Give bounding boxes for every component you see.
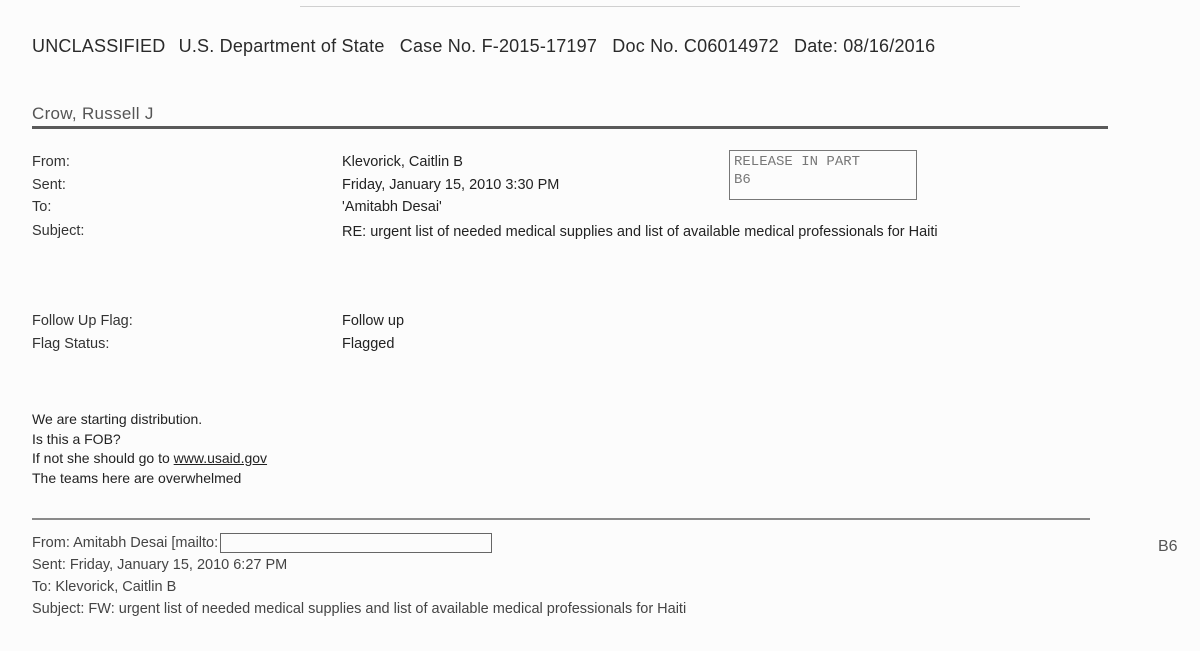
forwarded-header [32, 532, 686, 620]
exemption-code: B6 [1158, 538, 1178, 555]
fwd-subject-line: Subject: FW: urgent list of needed medical supplies and list of available medical professionals for Haiti [32, 601, 687, 617]
flag-status-value: Flagged [342, 336, 395, 352]
subject-value: RE: urgent list of needed medical supplies and list of available medical professionals for Haiti [342, 224, 938, 240]
release-date: Date: 08/16/2016 [794, 36, 936, 56]
release-stamp-line1: RELEASE IN PART [734, 154, 861, 170]
case-number: Case No. F-2015-17197 [399, 36, 598, 56]
subject-label: Subject: [32, 223, 85, 239]
release-stamp [729, 150, 917, 200]
follow-up-flag-value: Follow up [342, 313, 405, 329]
to-label: To: [32, 199, 52, 215]
body-line-3 [32, 449, 267, 469]
sent-label: Sent: [32, 177, 66, 193]
follow-up-flag-label: Follow Up Flag: [32, 313, 133, 329]
body-line-4: The teams here are overwhelmed [32, 469, 242, 486]
redaction-box [220, 533, 492, 553]
from-label: From: [32, 154, 70, 170]
fwd-to-line: To: Klevorick, Caitlin B [32, 579, 177, 595]
from-value: Klevorick, Caitlin B [342, 154, 463, 170]
body-line-2: Is this a FOB? [32, 430, 121, 447]
classification-label: UNCLASSIFIED [32, 36, 166, 56]
fwd-sent-line: Sent: Friday, January 15, 2010 6:27 PM [32, 557, 288, 573]
fwd-from-line [32, 532, 686, 554]
document-header [32, 36, 945, 57]
header-divider [32, 126, 1108, 129]
body-line-3-prefix: If not she should go to [32, 450, 174, 466]
body-line-1: We are starting distribution. [32, 411, 203, 427]
usaid-link[interactable]: www.usaid.gov [173, 450, 268, 466]
agency-label: U.S. Department of State [178, 36, 385, 56]
email-body [32, 410, 267, 488]
to-value: 'Amitabh Desai' [342, 199, 442, 215]
doc-number: Doc No. C06014972 [612, 36, 779, 56]
recipient-name: Crow, Russell J [32, 104, 154, 123]
forward-divider [32, 518, 1090, 520]
sent-value: Friday, January 15, 2010 3:30 PM [342, 177, 560, 193]
flag-status-label: Flag Status: [32, 336, 110, 352]
release-stamp-line2: B6 [734, 172, 751, 188]
scan-artifact-line [300, 6, 1020, 7]
fwd-from-text: From: Amitabh Desai [mailto: [32, 535, 219, 551]
